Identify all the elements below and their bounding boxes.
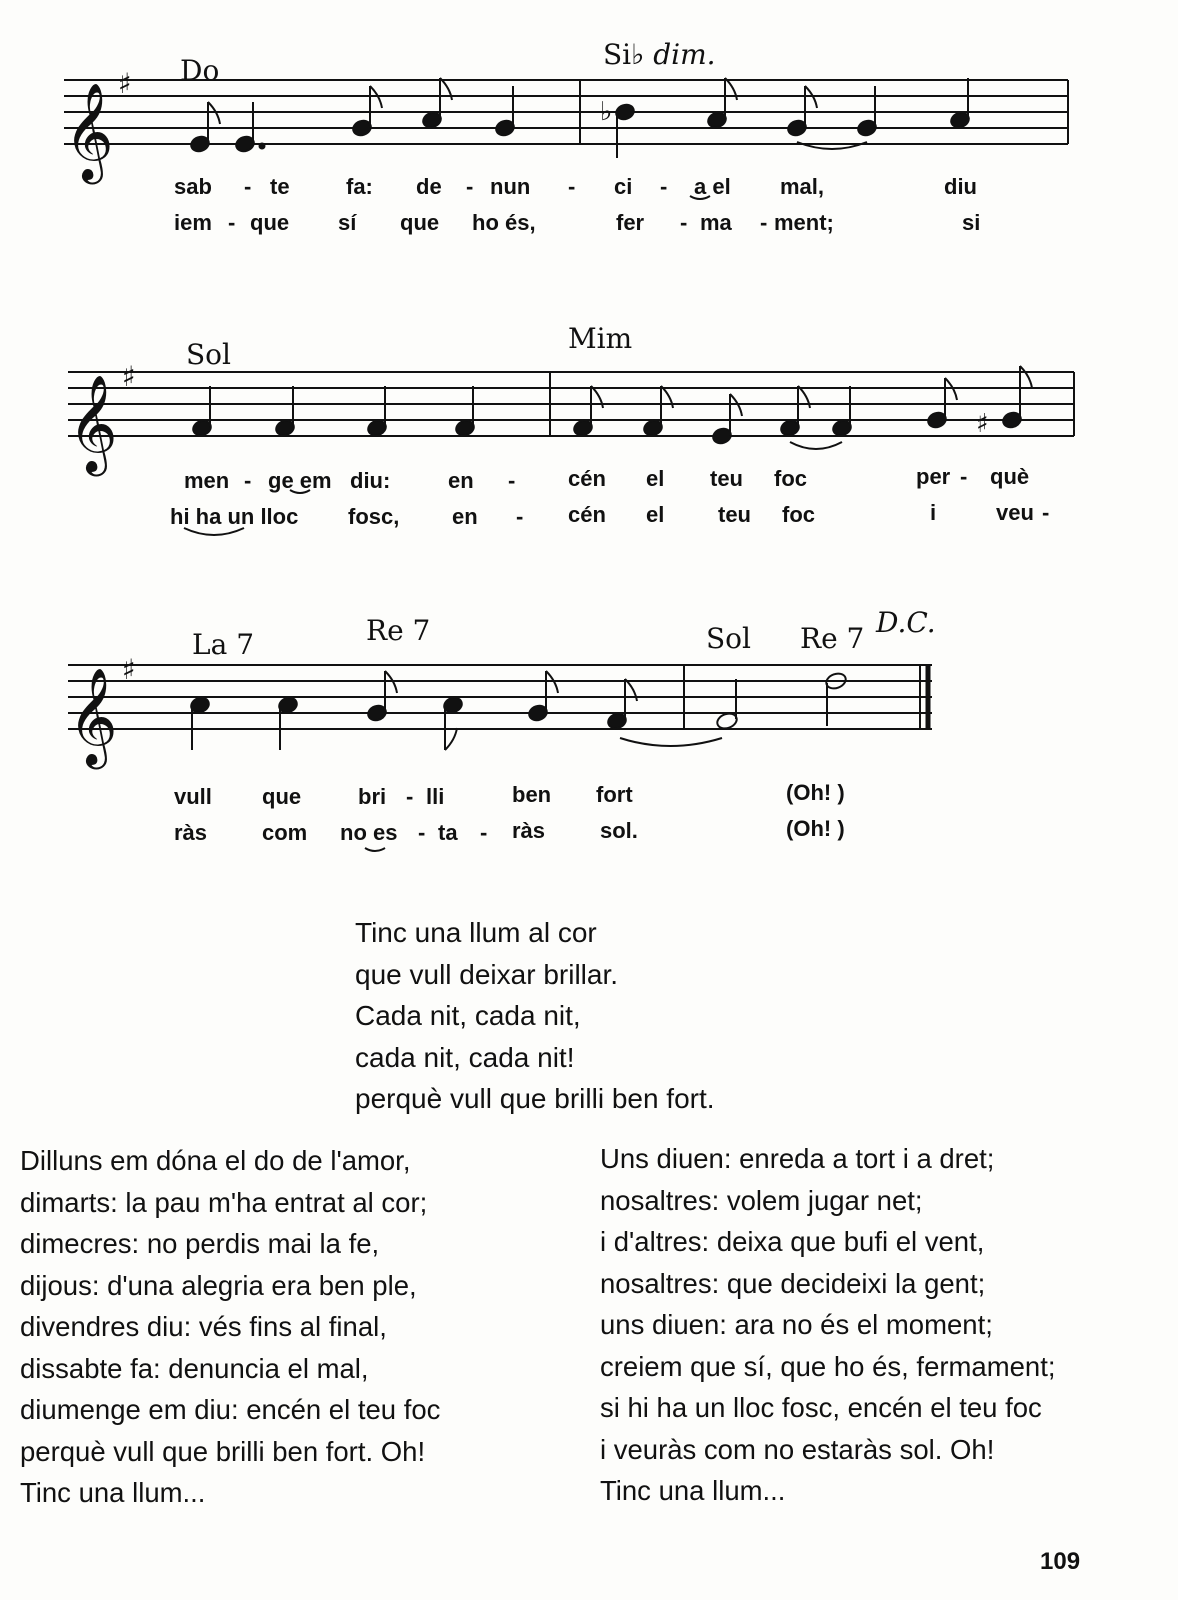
syllable: i: [930, 500, 937, 525]
syllable: per: [916, 464, 951, 489]
verse-right-column: [600, 1138, 1056, 1512]
syllable: si: [962, 210, 981, 235]
syllable: -: [466, 174, 474, 199]
syllable: ci: [614, 174, 633, 199]
verse-line: i veuràs com no estaràs sol. Oh!: [600, 1433, 995, 1465]
verse-line: Tinc una llum...: [600, 1475, 786, 1506]
syllable: el: [646, 466, 665, 491]
syllable: fa:: [346, 174, 373, 199]
syllable: què: [990, 464, 1030, 489]
syllable: -: [680, 210, 688, 235]
syllable: -: [406, 784, 414, 809]
syllable: vull: [174, 784, 212, 809]
chord-label: Re 7: [366, 614, 431, 647]
refrain-line: perquè vull que brilli ben fort.: [355, 1083, 715, 1114]
syllable: diu:: [350, 468, 391, 493]
syllable: diu: [944, 174, 977, 199]
page-number: 109: [1040, 1548, 1081, 1575]
verse-line: dissabte fa: denuncia el mal,: [20, 1352, 369, 1384]
chord-label: La 7: [192, 628, 255, 661]
refrain-line: Tinc una llum al cor: [355, 917, 597, 948]
svg-text:♯: ♯: [976, 409, 989, 439]
syllable: -: [660, 174, 668, 199]
syllable: fer: [616, 210, 645, 235]
syllable: mal,: [780, 174, 825, 199]
syllable: lli: [426, 784, 445, 809]
syllable: -: [480, 820, 488, 845]
syllable: -: [1042, 500, 1050, 525]
syllable: sol.: [600, 818, 638, 843]
verse-line: Tinc una llum...: [20, 1477, 206, 1508]
syllable: en: [452, 504, 478, 529]
syllable: hi ha un lloc: [170, 504, 299, 529]
syllable: -: [960, 464, 968, 489]
syllable: men: [184, 468, 230, 493]
syllable: iem: [174, 210, 212, 235]
svg-text:𝄞: 𝄞: [68, 667, 118, 765]
syllable: ho és,: [472, 210, 536, 235]
syllable: nun: [490, 174, 531, 199]
syllable: cén: [568, 502, 606, 527]
syllable: sí: [338, 210, 357, 235]
refrain-line: cada nit, cada nit!: [355, 1041, 575, 1073]
chord-label: Sol: [186, 338, 231, 371]
syllable: bri: [358, 784, 387, 809]
chord-label: Do: [180, 54, 220, 87]
syllable: ràs: [174, 820, 208, 845]
syllable: fort: [596, 782, 633, 807]
syllable: a el: [694, 174, 731, 199]
chord-label: Sol: [706, 622, 751, 655]
syllable: foc: [782, 502, 815, 527]
syllable: (Oh! ): [786, 780, 845, 805]
syllable: com: [262, 820, 308, 845]
syllable: foc: [774, 466, 807, 491]
verse-line: diumenge em diu: encén el teu foc: [20, 1394, 441, 1425]
chord-quality: dim.: [653, 38, 716, 71]
syllable: cén: [568, 466, 606, 491]
svg-text:𝄞: 𝄞: [68, 374, 118, 472]
verse-line: creiem que sí, que ho és, fermament;: [600, 1350, 1056, 1382]
syllable: -: [568, 174, 576, 199]
syllable: -: [516, 504, 524, 529]
syllable: fosc,: [348, 504, 400, 529]
verse-line: Uns diuen: enreda a tort i a dret;: [600, 1143, 995, 1174]
syllable: -: [508, 468, 516, 493]
syllable: teu: [710, 466, 743, 491]
syllable: ta: [438, 820, 458, 845]
syllable: que: [262, 784, 302, 809]
syllable: ben: [512, 782, 552, 807]
verse-line: perquè vull que brilli ben fort. Oh!: [20, 1435, 426, 1467]
syllable: no es: [340, 820, 398, 845]
verse-line: dijous: d'una alegria era ben ple,: [20, 1269, 417, 1301]
syllable: -: [244, 174, 252, 199]
syllable: (Oh! ): [786, 816, 845, 841]
syllable: que: [250, 210, 290, 235]
syllable: teu: [718, 502, 751, 527]
syllable: ment;: [774, 210, 834, 235]
refrain-line: que vull deixar brillar.: [355, 958, 619, 990]
verse-line: dimecres: no perdis mai la fe,: [20, 1228, 380, 1259]
svg-text:♯: ♯: [122, 360, 136, 393]
syllable: -: [244, 468, 252, 493]
syllable: ge em: [268, 468, 332, 493]
syllable: -: [760, 210, 768, 235]
refrain-stanza: [355, 912, 715, 1120]
chord-root: Si♭: [603, 38, 645, 71]
syllable: ma: [700, 210, 732, 235]
svg-text:𝄞: 𝄞: [64, 82, 114, 180]
verse-line: si hi ha un lloc fosc, encén el teu foc: [600, 1392, 1042, 1423]
svg-text:♯: ♯: [122, 653, 136, 686]
syllable: en: [448, 468, 474, 493]
syllable: -: [228, 210, 236, 235]
svg-text:♭: ♭: [600, 97, 613, 127]
syllable: que: [400, 210, 440, 235]
verse-line: uns diuen: ara no és el moment;: [600, 1309, 993, 1340]
verse-line: nosaltres: volem jugar net;: [600, 1184, 923, 1216]
chord-label: Re 7: [800, 622, 865, 655]
refrain-line: Cada nit, cada nit,: [355, 1000, 581, 1031]
verse-line: Dilluns em dóna el do de l'amor,: [20, 1145, 411, 1176]
syllable: el: [646, 502, 665, 527]
svg-text:♯: ♯: [118, 67, 132, 100]
verse-line: dimarts: la pau m'ha entrat al cor;: [20, 1186, 428, 1218]
syllable: veu: [996, 500, 1034, 525]
syllable: te: [270, 174, 290, 199]
verse-line: nosaltres: que decideixi la gent;: [600, 1267, 986, 1299]
syllable: sab: [174, 174, 212, 199]
chord-label: Mim: [568, 322, 633, 355]
da-capo-mark: D.C.: [876, 606, 936, 639]
verse-line: i d'altres: deixa que bufi el vent,: [600, 1226, 985, 1257]
syllable: de: [416, 174, 442, 199]
syllable: -: [418, 820, 426, 845]
syllable: ràs: [512, 818, 546, 843]
verse-line: divendres diu: vés fins al final,: [20, 1311, 387, 1342]
verse-left-column: [20, 1140, 440, 1514]
